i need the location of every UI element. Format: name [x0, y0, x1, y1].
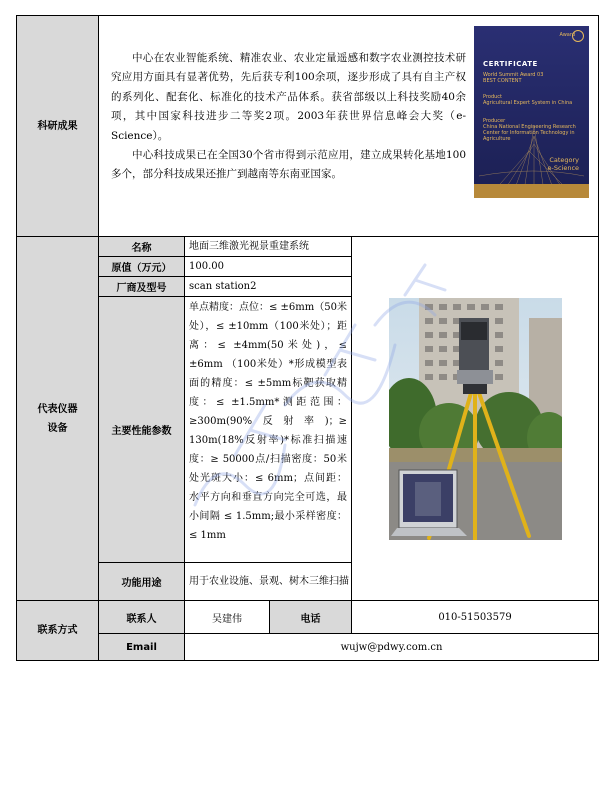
research-paragraph-1: 中心在农业智能系统、精准农业、农业定量遥感和数字农业测控技术研究应用方面具有显著优势，先后获专利100余项，逐步形成了具有自主产权的系列化、配套化、标准化的技术产品体系。获省部级以上科技奖励40余项，其中国家科技进步二等奖2项。2003年获世界信息峰会大奖（e-Science）。 — [111, 52, 467, 142]
instrument-photo-cell — [352, 237, 599, 601]
person-label: 联系人 — [99, 601, 185, 634]
phone-label: 电话 — [270, 601, 352, 634]
name-label: 名称 — [99, 237, 185, 257]
email-label: Email — [99, 634, 185, 661]
research-label: 科研成果 — [17, 16, 99, 237]
perf-label: 主要性能参数 — [99, 297, 185, 563]
instrument-perf: 单点精度：点位：≤ ±6mm（50米处），≤ ±10mm（100米处）；距离：≤ ±4mm(50米处)，≤ ±6mm （100米处）*形成模型表面的精度：≤ ±5mm标靶获取精度：≤ ±1.5mm*测距范围：≥300m(90%反射率)；≥ 130m(18%反射率)*标准扫描速度：≥ 50000点/扫描密度：50米处光斑大小：≤ 6mm；点间距： 水平方向和垂直方向完全可选，最小间隔 ≤ 1.5mm;最小采样密度：≤ 1mm — [185, 297, 352, 563]
certificate-decoration — [474, 26, 589, 198]
instrument-label: 代表仪器设备 — [17, 237, 99, 601]
contact-email[interactable]: wujw@pdwy.com.cn — [185, 634, 599, 661]
instrument-name: 地面三维激光视景重建系统 — [185, 237, 352, 257]
maker-label: 厂商及型号 — [99, 277, 185, 297]
info-table — [16, 15, 599, 661]
research-row — [17, 16, 599, 237]
instrument-price: 100.00 — [185, 257, 352, 277]
research-content — [99, 16, 599, 237]
use-label: 功能用途 — [99, 563, 185, 601]
scanner-photo — [389, 298, 562, 540]
contact-person: 吴建伟 — [185, 601, 270, 634]
contact-phone: 010-51503579 — [352, 601, 599, 634]
instrument-use: 用于农业设施、景观、树木三维扫描 — [185, 563, 352, 601]
price-label: 原值（万元） — [99, 257, 185, 277]
instrument-maker: scan station2 — [185, 277, 352, 297]
research-paragraph-2: 中心科技成果已在全国30个省市得到示范应用，建立成果转化基地100多个，部分科技成果还推广到越南等东南亚国家。 — [111, 149, 467, 181]
certificate-image: Award CERTIFICATE World Summit Award 03 BEST CONTENT Product Agricultural Expert System in China Producer China National Engineering Research Center for Information Technology in Agriculture Category e-Science — [474, 26, 589, 198]
contact-label: 联系方式 — [17, 601, 99, 661]
